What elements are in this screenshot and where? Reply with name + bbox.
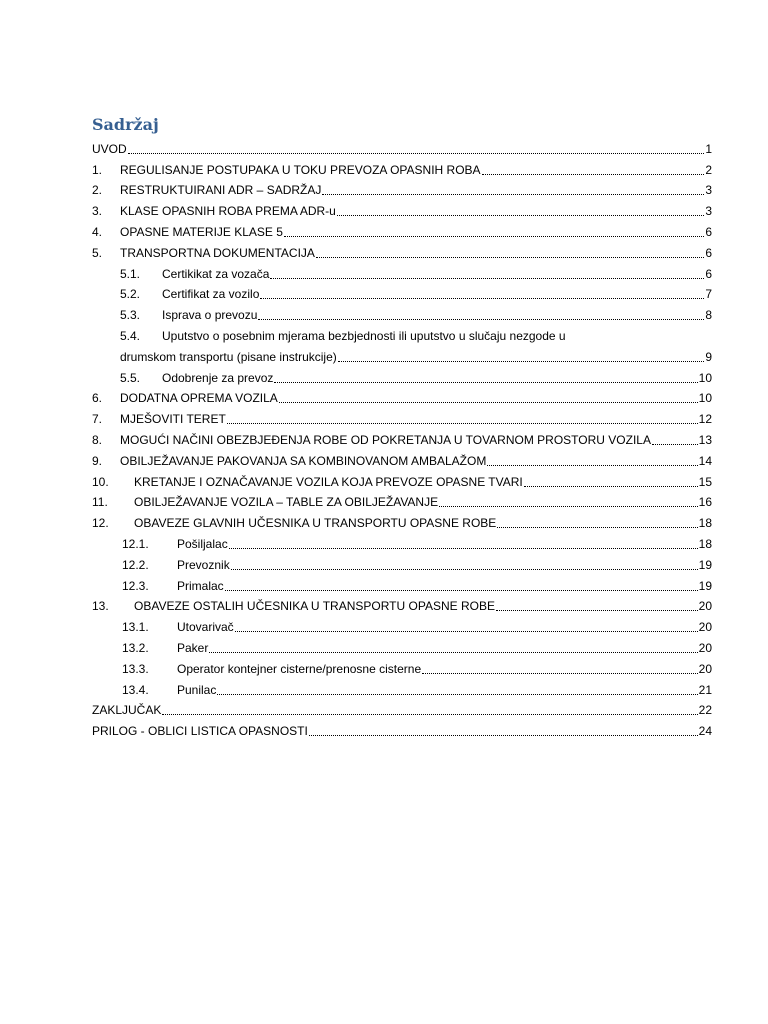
toc-entry[interactable] (92, 323, 712, 344)
toc-entry-title: OBAVEZE OSTALIH UČESNIKA U TRANSPORTU OPASNE ROBE (134, 599, 495, 614)
toc-entry[interactable] (92, 552, 712, 573)
toc-entry-title: MJEŠOVITI TERET (120, 412, 226, 427)
toc-entry-number: 2. (92, 183, 103, 198)
toc-entry[interactable] (92, 219, 712, 240)
toc-entry-title: TRANSPORTNA DOKUMENTACIJA (120, 245, 315, 260)
toc-entry-number: 5.5. (120, 370, 141, 385)
dot-leader (322, 179, 704, 195)
toc-entry-number: 11. (92, 495, 108, 510)
toc-entry[interactable] (92, 594, 712, 615)
toc-entry-page: 9 (705, 349, 712, 364)
toc-entry-title: OBAVEZE GLAVNIH UČESNIKA U TRANSPORTU OPASNE ROBE (134, 516, 497, 531)
dot-leader (274, 367, 697, 383)
toc-entry[interactable] (92, 198, 712, 219)
dot-leader (496, 595, 698, 611)
toc-entry-page: 1 (705, 141, 712, 156)
dot-leader (209, 637, 697, 653)
toc-entry-page: 21 (698, 682, 712, 697)
toc-entry[interactable] (92, 365, 712, 386)
toc-entry-page: 15 (698, 474, 712, 489)
toc-entry-number: 13.2. (122, 640, 149, 655)
toc-entry-title: Prevoznik (177, 557, 230, 572)
toc-entry-number: 12. (92, 516, 109, 531)
toc-entry[interactable] (92, 157, 712, 178)
toc-entry[interactable] (92, 490, 712, 511)
toc-entry-title: KRETANJE I OZNAČAVANJE VOZILA KOJA PREVOZE OPASNE TVARI (134, 474, 523, 489)
toc-entry[interactable] (92, 178, 712, 199)
toc-entry-number: 13. (92, 599, 109, 614)
toc-entry-title: MOGUĆI NAČINI OBEZBJEĐENJA ROBE OD POKRETANJA U TOVARNOM PROSTORU VOZILA (120, 432, 651, 447)
toc-entry-page: 20 (698, 620, 712, 635)
toc-entry-page: 10 (698, 391, 712, 406)
toc-entry[interactable] (92, 510, 712, 531)
dot-leader (338, 346, 705, 362)
toc-entry-number: 7. (92, 412, 103, 427)
toc-entry[interactable] (92, 614, 712, 635)
toc-entry-page: 10 (698, 370, 712, 385)
toc-entry[interactable] (92, 136, 712, 157)
toc-entry-number: 4. (92, 224, 103, 239)
toc-entry-title: OBILJEŽAVANJE PAKOVANJA SA KOMBINOVANOM AMBALAŽOM (120, 453, 487, 468)
toc-entry-title: Isprava o prevozu (162, 308, 258, 323)
toc-entry-number: 13.3. (122, 661, 149, 676)
toc-entry-continuation[interactable] (92, 344, 712, 365)
toc-entry-number: 13.4. (122, 682, 149, 697)
toc-entry-page: 18 (698, 516, 712, 531)
toc-entry-page: 2 (705, 162, 712, 177)
table-of-contents (92, 136, 712, 739)
toc-entry-page: 19 (698, 578, 712, 593)
dot-leader (652, 429, 698, 445)
dot-leader (422, 658, 698, 674)
toc-title: Sadržaj (92, 115, 159, 134)
toc-entry-number: 5.1. (120, 266, 141, 281)
dot-leader (497, 512, 697, 528)
dot-leader (217, 679, 697, 695)
dot-leader (128, 138, 705, 154)
toc-entry-page: 13 (698, 432, 712, 447)
toc-entry-title: KLASE OPASNIH ROBA PREMA ADR-u (120, 204, 336, 219)
dot-leader (279, 387, 698, 403)
dot-leader (316, 242, 704, 258)
toc-entry-page: 22 (698, 703, 712, 718)
toc-entry-number: 1. (92, 162, 103, 177)
toc-entry-title: drumskom transportu (pisane instrukcije) (120, 349, 337, 364)
toc-entry[interactable] (92, 573, 712, 594)
toc-entry-title: Operator kontejner cisterne/prenosne cisterne (177, 661, 422, 676)
toc-entry[interactable] (92, 531, 712, 552)
toc-entry-title: Utovarivač (177, 620, 234, 635)
toc-entry-page: 16 (698, 495, 712, 510)
dot-leader (225, 575, 698, 591)
toc-entry-title: RESTRUKTUIRANI ADR – SADRŽAJ (120, 183, 322, 198)
toc-entry-title: Primalac (177, 578, 224, 593)
dot-leader (270, 263, 704, 279)
toc-entry-number: 10. (92, 474, 109, 489)
toc-entry-title: ZAKLJUČAK (92, 703, 162, 718)
dot-leader (524, 471, 698, 487)
toc-entry-number: 12.3. (122, 578, 149, 593)
toc-entry-number: 8. (92, 432, 103, 447)
toc-entry[interactable] (92, 448, 712, 469)
toc-entry-title: Certifikat za vozilo (162, 287, 260, 302)
toc-entry-page: 20 (698, 661, 712, 676)
toc-entry-title: REGULISANJE POSTUPAKA U TOKU PREVOZA OPASNIH ROBA (120, 162, 481, 177)
dot-leader (227, 408, 698, 424)
toc-entry-page: 20 (698, 640, 712, 655)
toc-entry[interactable] (92, 635, 712, 656)
toc-entry-page: 6 (705, 245, 712, 260)
toc-entry-number: 5.2. (120, 287, 141, 302)
toc-entry-page: 6 (705, 266, 712, 281)
toc-entry[interactable] (92, 261, 712, 282)
toc-entry-page: 3 (705, 183, 712, 198)
dot-leader (260, 283, 704, 299)
toc-entry[interactable] (92, 406, 712, 427)
toc-entry-title: DODATNA OPREMA VOZILA (120, 391, 278, 406)
toc-entry-page: 3 (705, 204, 712, 219)
toc-entry-number: 5.4. (120, 328, 141, 343)
toc-entry-page: 7 (705, 287, 712, 302)
toc-entry-number: 12.1. (122, 536, 149, 551)
dot-leader (487, 450, 697, 466)
toc-entry-title: OBILJEŽAVANJE VOZILA – TABLE ZA OBILJEŽAVANJE (134, 495, 439, 510)
toc-entry[interactable] (92, 656, 712, 677)
toc-entry-page: 19 (698, 557, 712, 572)
dot-leader (235, 616, 698, 632)
toc-entry-title: OPASNE MATERIJE KLASE 5 (120, 224, 283, 239)
dot-leader (482, 159, 705, 175)
dot-leader (258, 304, 704, 320)
toc-entry-number: 12.2. (122, 557, 149, 572)
toc-entry-number: 9. (92, 453, 103, 468)
toc-entry-page: 24 (698, 724, 712, 739)
toc-entry[interactable] (92, 698, 712, 719)
toc-entry-title: Punilac (177, 682, 217, 697)
toc-entry-number: 5. (92, 245, 103, 260)
toc-entry[interactable] (92, 718, 712, 739)
toc-entry-page: 20 (698, 599, 712, 614)
toc-entry-number: 3. (92, 204, 103, 219)
toc-entry[interactable] (92, 677, 712, 698)
dot-leader (162, 699, 697, 715)
dot-leader (231, 554, 698, 570)
toc-entry-title: Odobrenje za prevoz (162, 370, 274, 385)
toc-entry[interactable] (92, 469, 712, 490)
toc-entry[interactable] (92, 302, 712, 323)
toc-entry-title: Paker (177, 640, 209, 655)
toc-entry[interactable] (92, 427, 712, 448)
dot-leader (229, 533, 698, 549)
toc-entry[interactable] (92, 282, 712, 303)
toc-entry-title: UVOD (92, 141, 127, 156)
toc-entry-title: Uputstvo o posebnim mjerama bezbjednosti ili uputstvo u slučaju nezgode u (162, 328, 566, 343)
toc-entry-page: 6 (705, 224, 712, 239)
dot-leader (439, 491, 698, 507)
toc-entry-title: PRILOG - OBLICI LISTICA OPASNOSTI (92, 724, 308, 739)
toc-entry-title: Certikikat za vozača (162, 266, 270, 281)
dot-leader (284, 221, 704, 237)
toc-entry-page: 14 (698, 453, 712, 468)
toc-entry[interactable] (92, 240, 712, 261)
toc-entry[interactable] (92, 386, 712, 407)
toc-entry-page: 18 (698, 536, 712, 551)
toc-entry-number: 13.1. (122, 620, 149, 635)
toc-entry-number: 6. (92, 391, 103, 406)
dot-leader (337, 200, 704, 216)
toc-entry-page: 12 (698, 412, 712, 427)
toc-entry-title: Pošiljalac (177, 536, 228, 551)
toc-entry-number: 5.3. (120, 308, 141, 323)
dot-leader (309, 720, 698, 736)
toc-entry-page: 8 (705, 308, 712, 323)
